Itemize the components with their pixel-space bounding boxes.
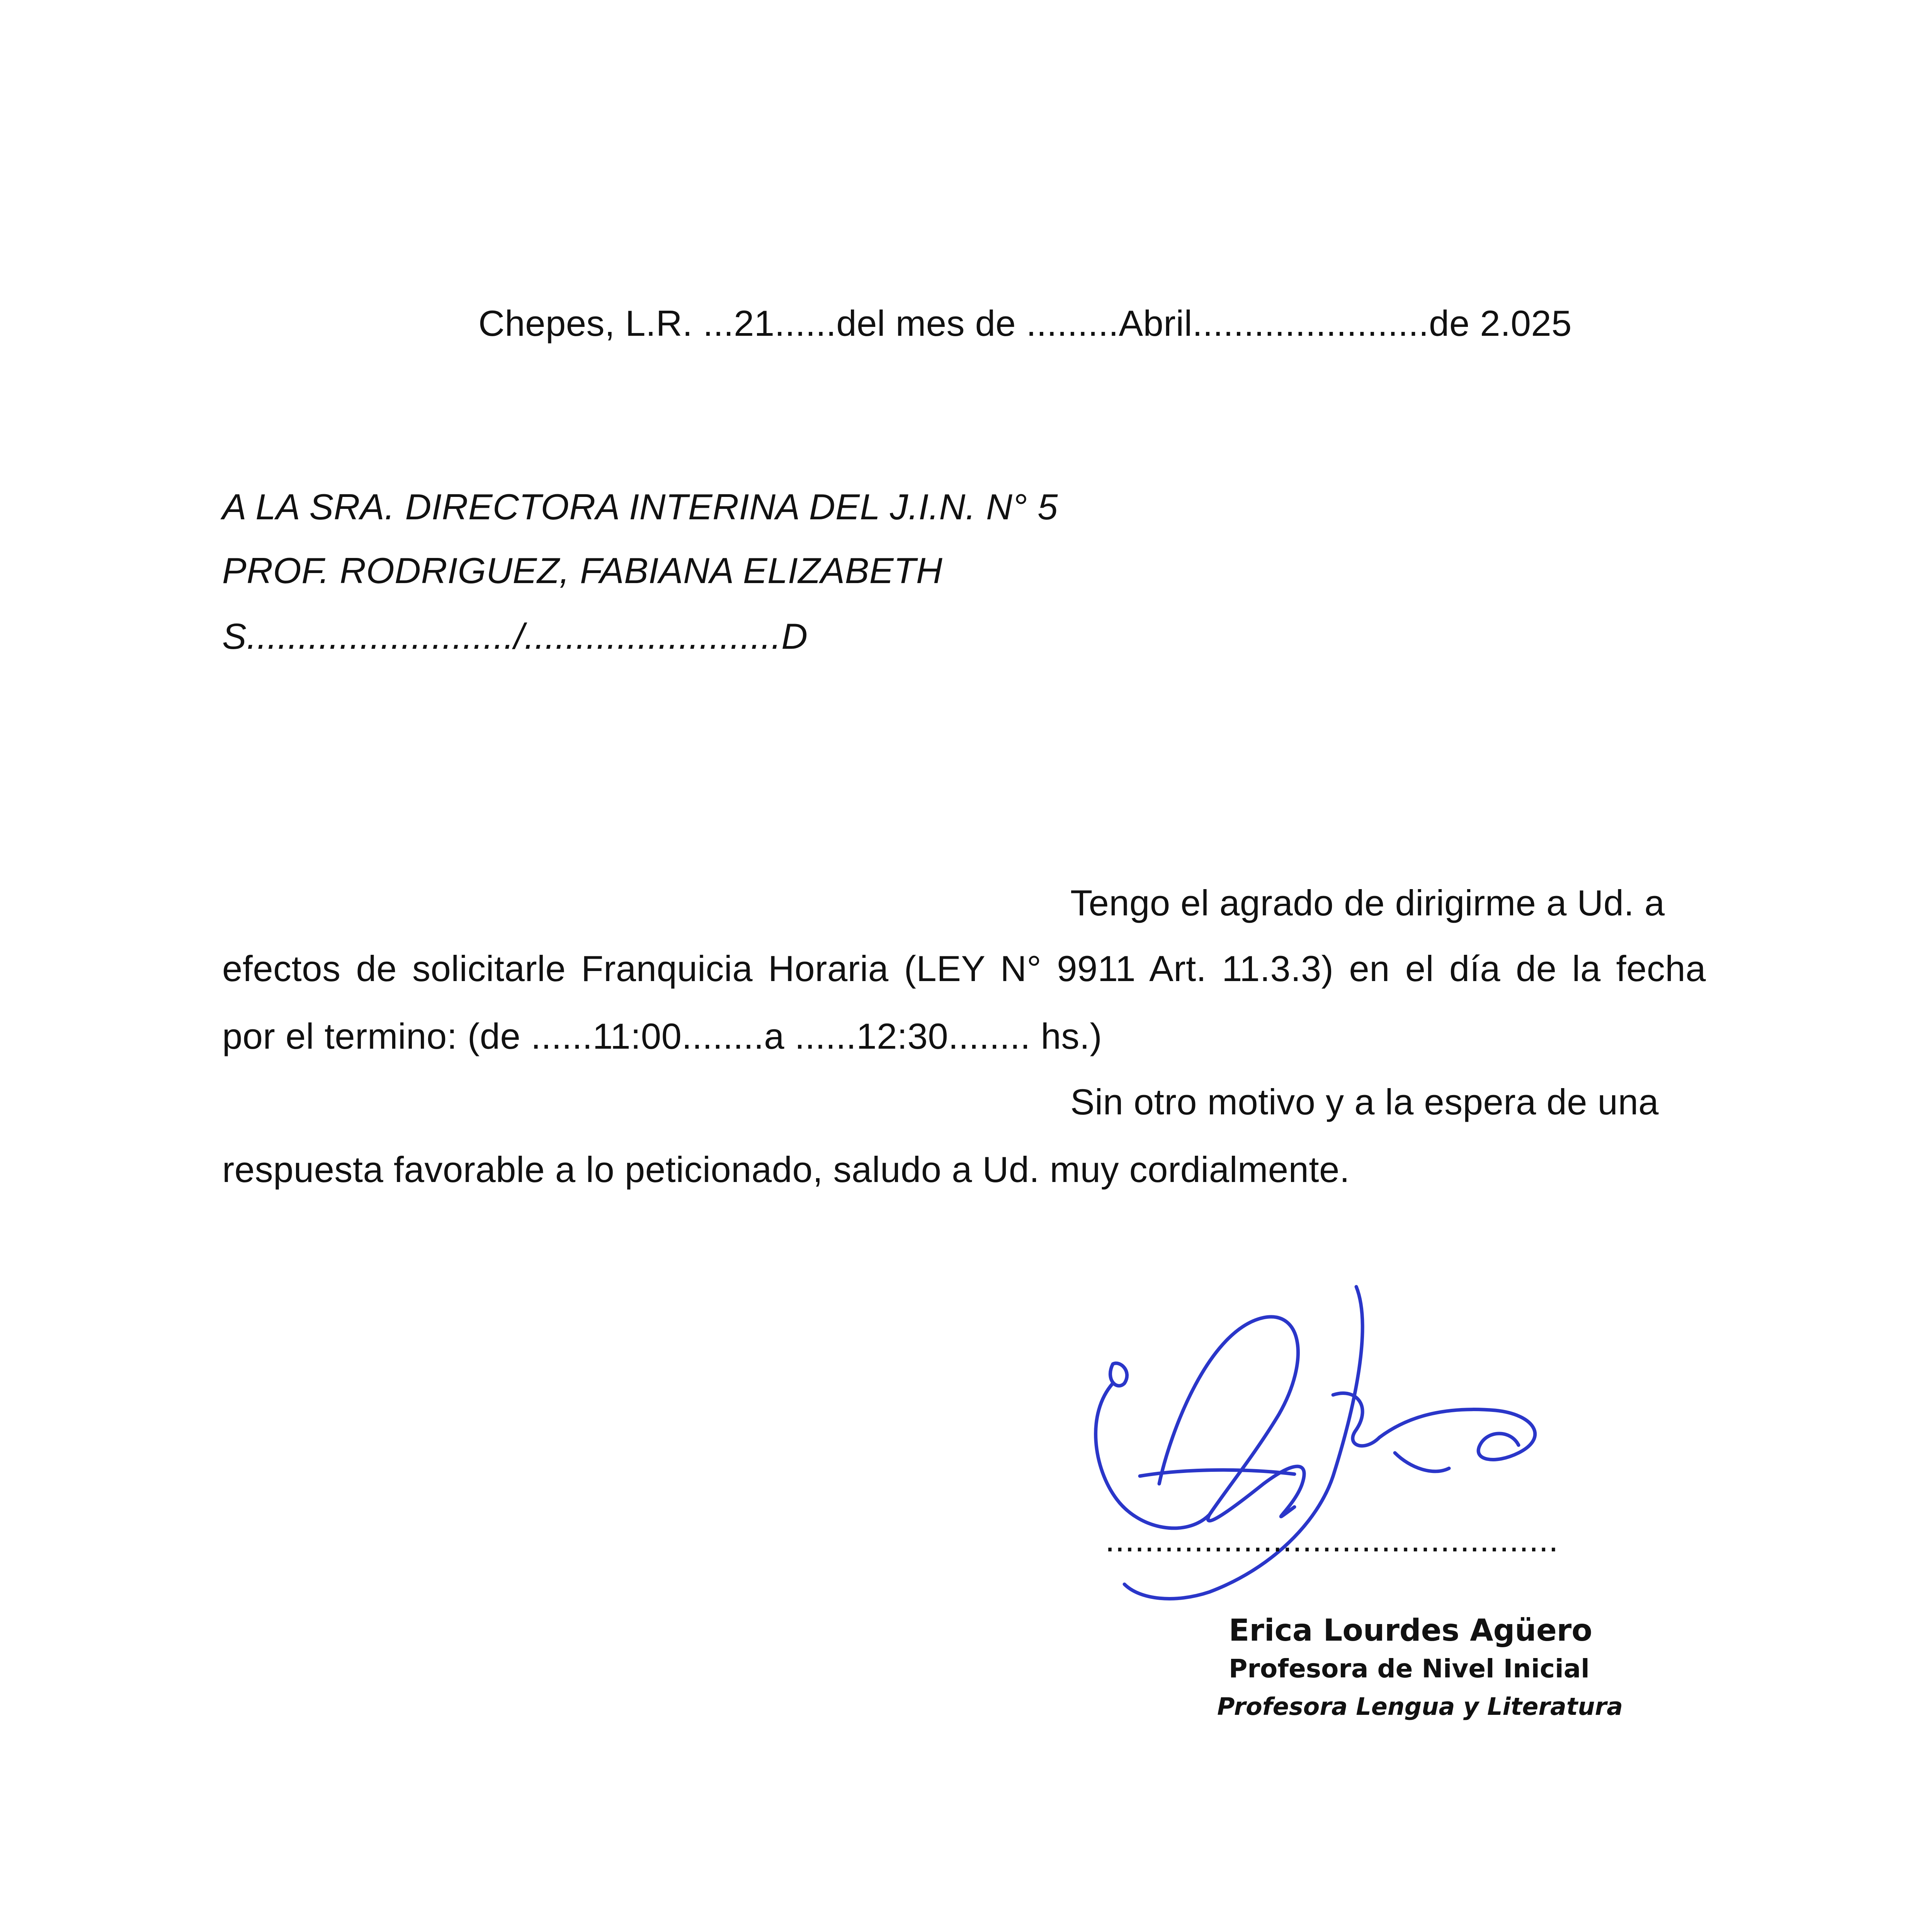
- recipient-line-2: PROF. RODRIGUEZ, FABIANA ELIZABETH: [222, 550, 943, 591]
- body-line-5: respuesta favorable a lo peticionado, saludo a Ud. muy cordialmente.: [222, 1149, 1350, 1190]
- body-line-1: Tengo el agrado de dirigirme a Ud. a: [1070, 883, 1665, 923]
- date-line: Chepes, L.R. ...21......del mes de .........Abril.......................de 2.025: [478, 303, 1572, 344]
- signer-title-2: Profesora Lengua y Literatura: [1217, 1692, 1623, 1721]
- signature-scribble: [1063, 1267, 1662, 1615]
- body-line-2: efectos de solicitarle Franquicia Horaria (LEY N° 9911 Art. 11.3.3) en el día de la fecha: [222, 948, 1706, 989]
- signer-name: Erica Lourdes Agüero: [1229, 1613, 1592, 1648]
- body-line-3: por el termino: (de ......11:00........a ......12:30........ hs.): [222, 1016, 1102, 1056]
- recipient-line-1: A LA SRA. DIRECTORA INTERINA DEL J.I.N. N° 5: [222, 486, 1058, 527]
- signature-dots: ..............................................: [1105, 1520, 1559, 1559]
- signer-title-1: Profesora de Nivel Inicial: [1229, 1654, 1590, 1684]
- body-line-4: Sin otro motivo y a la espera de una: [1070, 1082, 1659, 1122]
- recipient-line-3: S........................../.........................D: [222, 616, 808, 656]
